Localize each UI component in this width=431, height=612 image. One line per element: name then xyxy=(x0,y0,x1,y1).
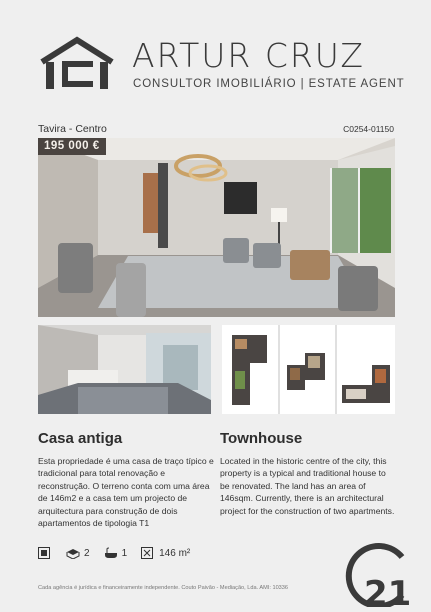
price-tag: 195 000 € xyxy=(38,138,106,155)
hero-photo xyxy=(38,138,395,317)
certificate-icon xyxy=(38,547,50,559)
listing-location: Tavira - Centro xyxy=(38,123,107,135)
description-english: Located in the historic centre of the city, this property is a typical and traditional house to be renovated. The land has an area of 146sqm. Currently, there is an architectural project for the construction of two apartments. xyxy=(220,456,395,516)
brand-name: ARTUR CRUZ xyxy=(132,36,365,75)
bed-icon xyxy=(66,547,78,559)
house-logo-icon xyxy=(38,36,116,97)
century21-logo xyxy=(344,543,414,612)
description-portuguese: Esta propriedade é uma casa de traço típico e tradicional para total renovação e reconstrução. O terreno conta com uma área de 146m2 e a casa tem um projecto de arquitectura para construção de dois apartamentos de tipologia T1 xyxy=(38,456,214,529)
bedroom-photo xyxy=(38,325,211,414)
footer-disclaimer: Cada agência é jurídica e financeiramente independente. Couto Paivão - Mediação, Lda. AMI: 10336 xyxy=(38,585,289,591)
area-value: 146 m² xyxy=(159,547,191,559)
floor-plan-image xyxy=(222,325,395,414)
title-portuguese: Casa antiga xyxy=(38,430,123,447)
brand-subtitle: CONSULTOR IMOBILIÁRIO | ESTATE AGENT xyxy=(133,78,405,90)
bathtub-icon xyxy=(104,547,116,559)
feature-bar xyxy=(38,547,204,559)
listing-reference: C0254-01150 xyxy=(343,124,394,134)
svg-text:21: 21 xyxy=(364,574,412,607)
title-english: Townhouse xyxy=(220,430,303,447)
bathrooms-value: 1 xyxy=(121,547,128,559)
area-icon xyxy=(141,547,153,559)
bedrooms-value: 2 xyxy=(84,547,90,559)
